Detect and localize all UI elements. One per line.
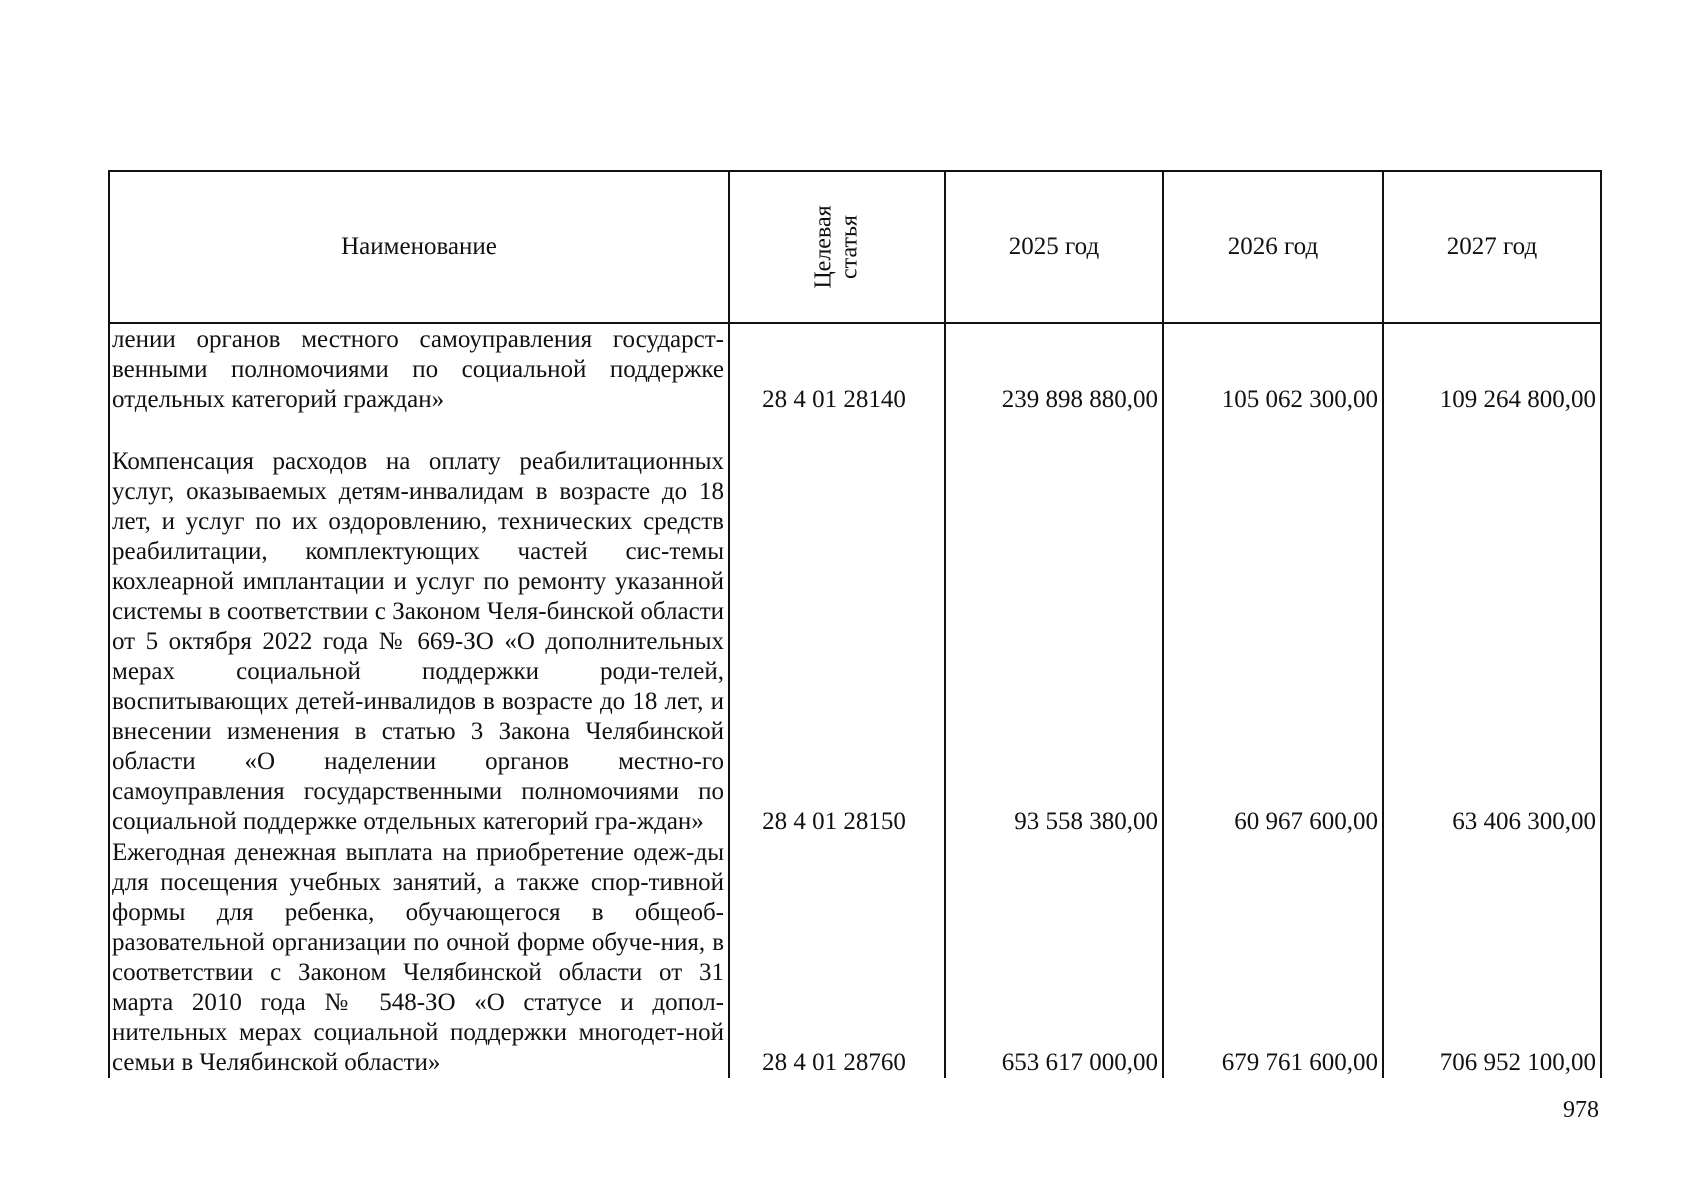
header-2025: 2025 год [945,171,1163,323]
page-number: 978 [1563,1097,1599,1123]
row-amount-2027: 706 952 100,00 [1383,837,1601,1078]
header-target-article [729,171,945,323]
row-amount-2025: 653 617 000,00 [945,837,1163,1078]
table-row [109,837,1601,1078]
header-2027: 2027 год [1383,171,1601,323]
row-name: Компенсация расходов на оплату реабилитационных услуг, оказываемых детям-инвалидам в возрасте до 18 лет, и услуг по их оздоровлению, технических средств реабилитации, комплектующих частей сис-темы кохлеарной имплантации и услуг по ремонту указанной системы в соответствии с Законом Челя-бинской области от 5 октября 2022 года № 669-ЗО «О дополнительных мерах социальной поддержки роди-телей, воспитывающих детей-инвалидов в возрасте до 18 лет, и внесении изменения в статью 3 Закона Челябинской области «О наделении органов местно-го самоуправления государственными полномочиями по социальной поддержке отдельных категорий гра-ждан» [109,415,729,837]
header-code-line2: статья [836,214,863,279]
row-amount-2025: 239 898 880,00 [945,323,1163,415]
row-amount-2026: 105 062 300,00 [1163,323,1383,415]
row-amount-2027: 109 264 800,00 [1383,323,1601,415]
row-code: 28 4 01 28760 [729,837,945,1078]
row-name: Ежегодная денежная выплата на приобретение одеж-ды для посещения учебных занятий, а также спор-тивной формы для ребенка, обучающегося в общеоб-разовательной организации по очной форме обуче-ния, в соответствии с Законом Челябинской области от 31 марта 2010 года № 548-ЗО «О статусе и допол-нительных мерах социальной поддержки многодет-ной семьи в Челябинской области» [109,837,729,1078]
budget-table [108,170,1602,1078]
row-name: лении органов местного самоуправления государст-венными полномочиями по социальной поддержке отдельных категорий граждан» [109,323,729,415]
row-code: 28 4 01 28150 [729,415,945,837]
row-code: 28 4 01 28140 [729,323,945,415]
header-name: Наименование [109,171,729,323]
row-amount-2025: 93 558 380,00 [945,415,1163,837]
row-amount-2026: 679 761 600,00 [1163,837,1383,1078]
table-row [109,415,1601,837]
table-row [109,323,1601,415]
row-amount-2026: 60 967 600,00 [1163,415,1383,837]
header-2026: 2026 год [1163,171,1383,323]
header-code-line1: Целевая [810,204,837,289]
table-header-row [109,171,1601,323]
row-amount-2027: 63 406 300,00 [1383,415,1601,837]
header-target-article-label [811,205,863,288]
